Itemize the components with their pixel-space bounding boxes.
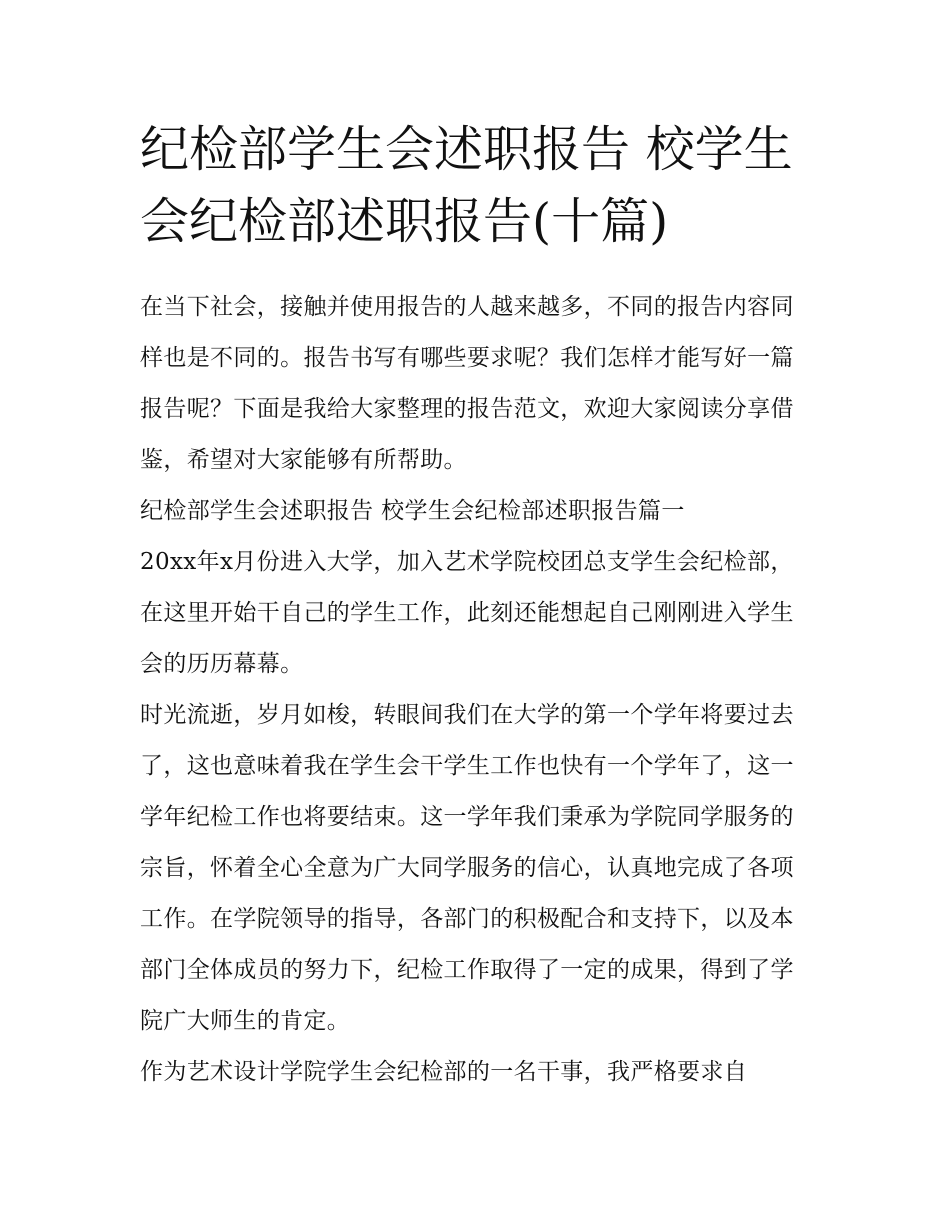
paragraph-role: 作为艺术设计学院学生会纪检部的一名干事，我严格要求自: [140, 1059, 748, 1085]
paragraph-joining: 20xx年x月份进入大学，加入艺术学院校团总支学生会纪检部，在这里开始干自己的学生工作，此刻还能想起自己刚刚进入学生会的历历幕幕。: [140, 549, 794, 677]
paragraph-section-heading: 纪检部学生会述职报告 校学生会纪检部述职报告篇一: [140, 498, 685, 524]
document-body: [140, 282, 812, 1098]
paragraph-year-review: 时光流逝，岁月如梭，转眼间我们在大学的第一个学年将要过去了，这也意味着我在学生会干学生工作也快有一个学年了，这一学年纪检工作也将要结束。这一学年我们秉承为学院同学服务的宗旨，怀着全心全意为广大同学服务的信心，认真地完成了各项工作。在学院领导的指导，各部门的积极配合和支持下，以及本部门全体成员的努力下，纪检工作取得了一定的成果，得到了学院广大师生的肯定。: [140, 702, 794, 1034]
paragraph-intro: 在当下社会，接触并使用报告的人越来越多，不同的报告内容同样也是不同的。报告书写有哪些要求呢？我们怎样才能写好一篇报告呢？下面是我给大家整理的报告范文，欢迎大家阅读分享借鉴，希望对大家能够有所帮助。: [140, 294, 794, 473]
document-title: 纪检部学生会述职报告 校学生会纪检部述职报告(十篇): [140, 121, 793, 250]
